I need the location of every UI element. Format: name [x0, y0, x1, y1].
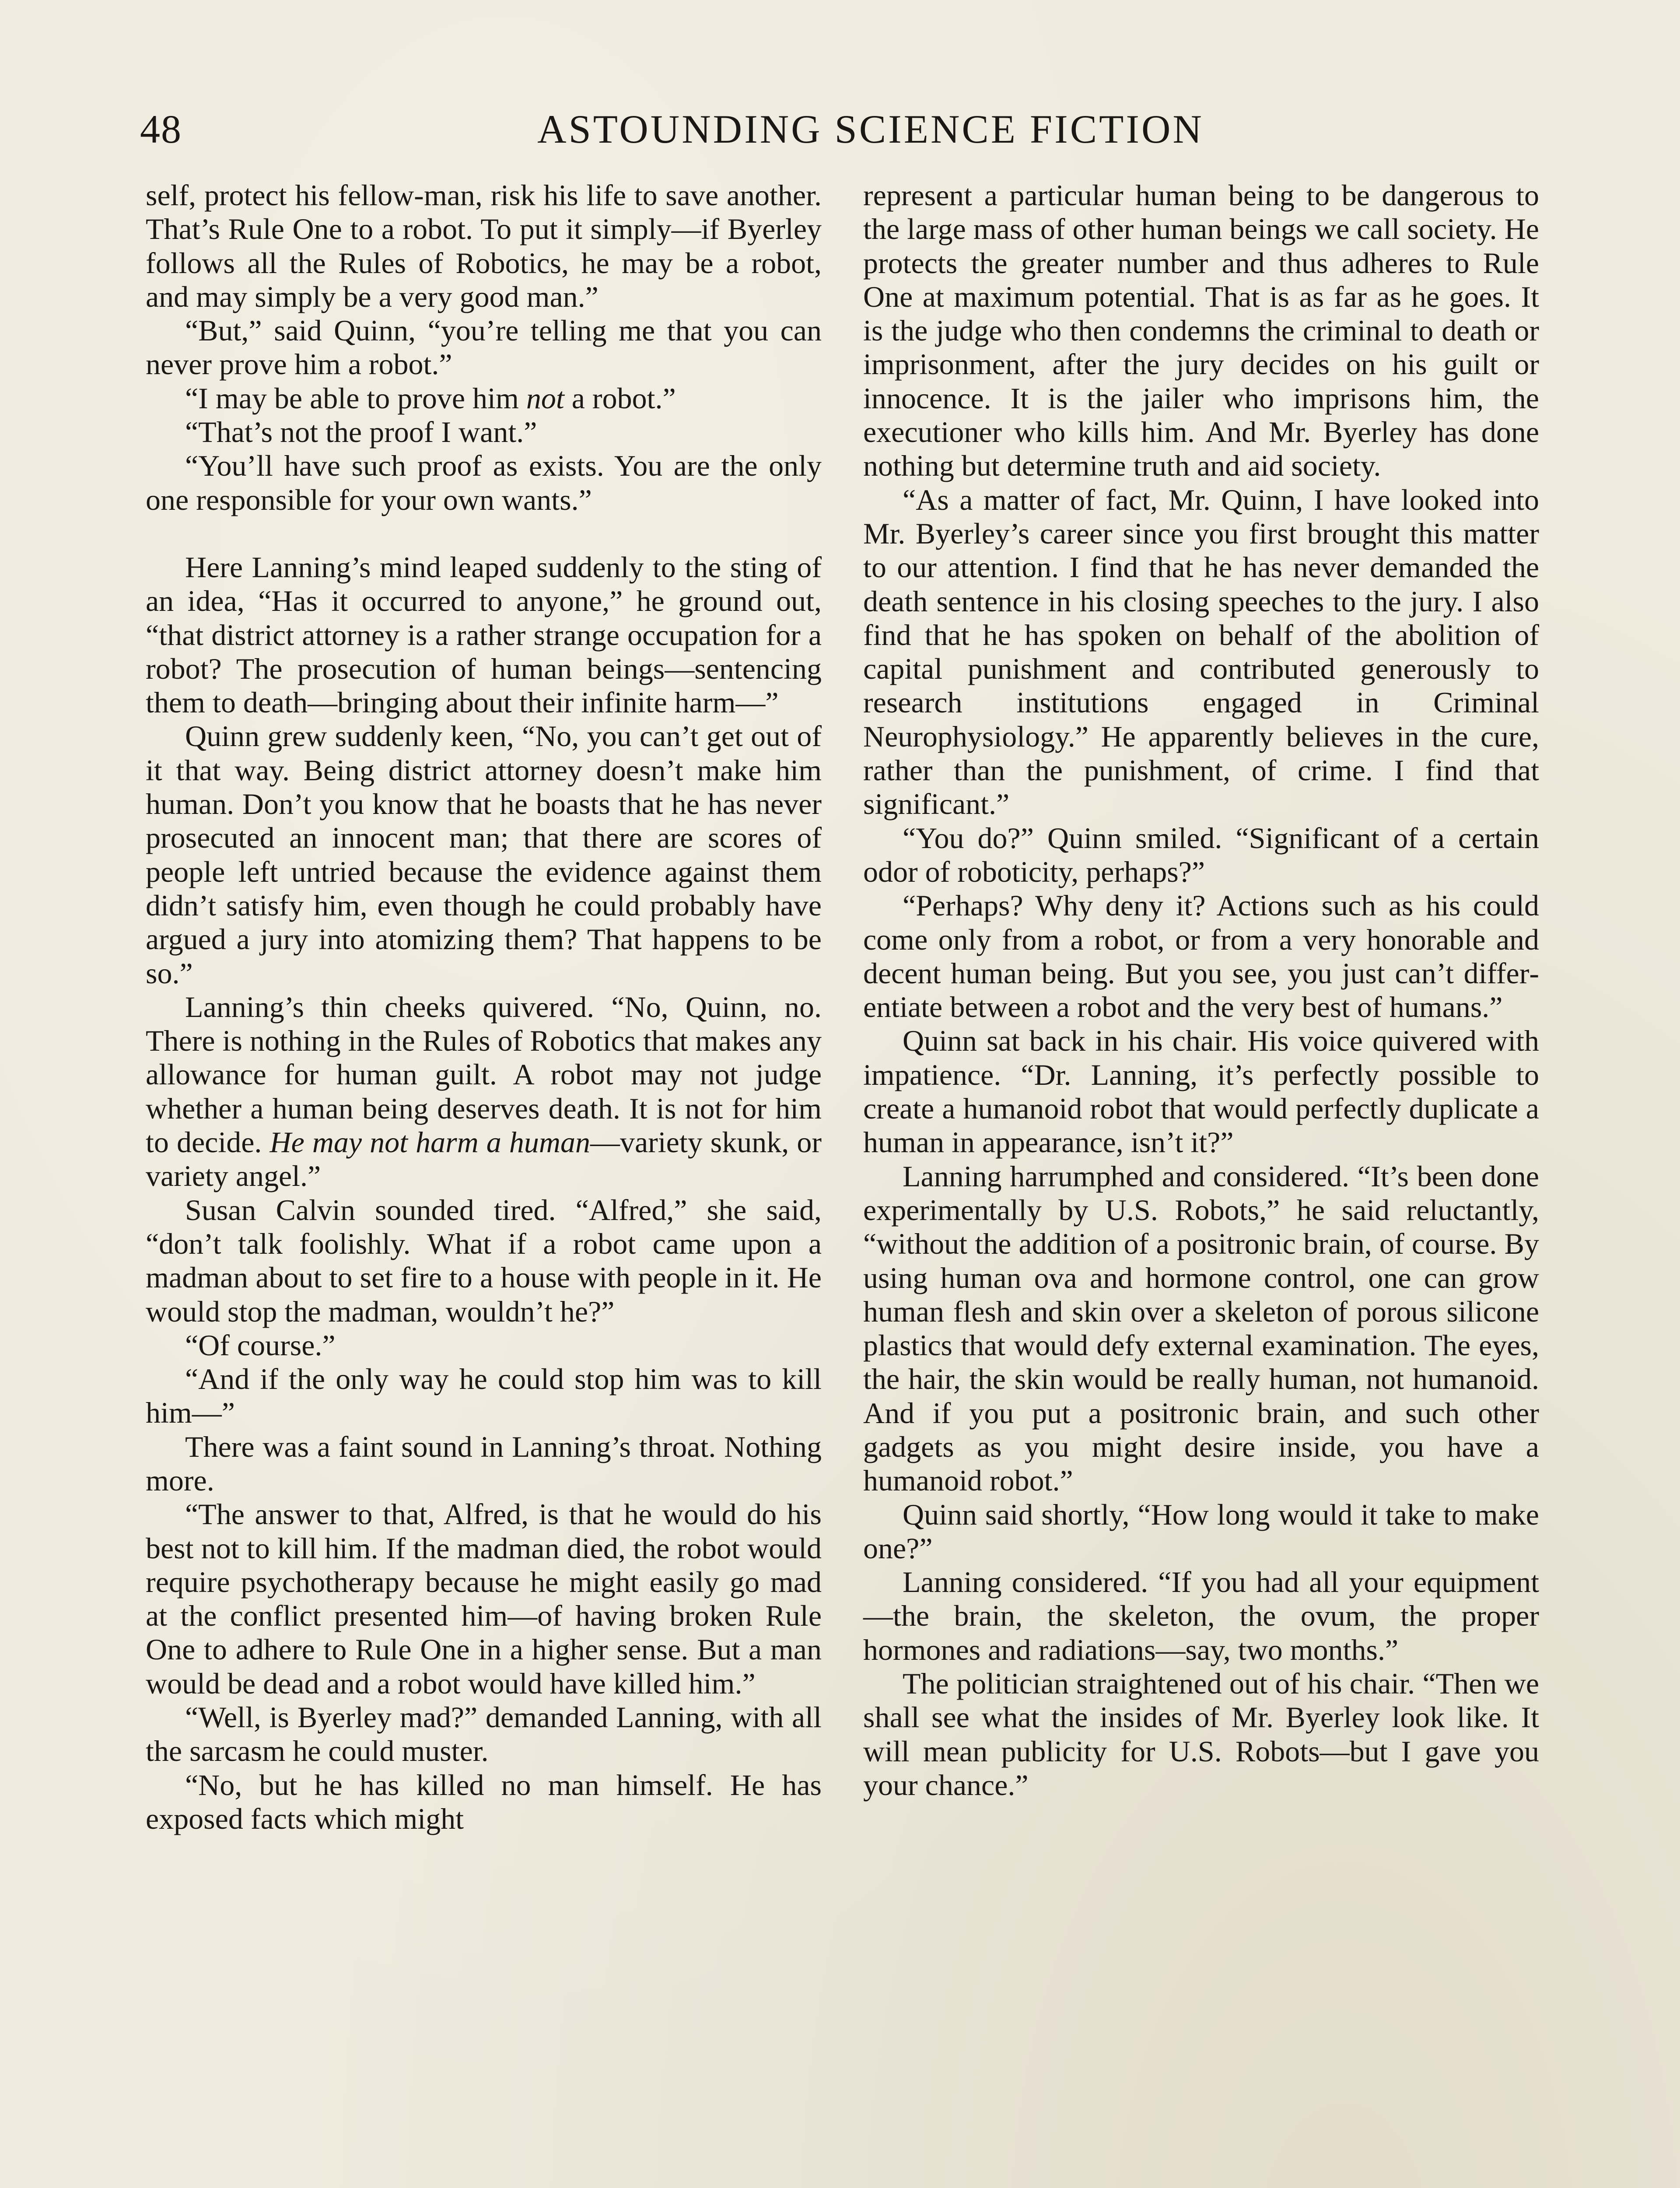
paragraph: “That’s not the proof I want.” [185, 415, 537, 449]
paragraph: The politician straightened out of his chair. “Then we shall see what the insides of Mr. Byerley look like. It will mean publicity for U.S. Robots—but I gave you your chance.” [863, 1667, 1539, 1802]
running-head [140, 98, 1540, 160]
paragraph: “But,” said Quinn, “you’re telling me that you can never prove him a robot.” [146, 314, 822, 381]
paragraph: represent a particular human being to be dangerous to the large mass of other human beings we call society. He protects the greater number and thus adheres to Rule One at maximum potential. That is as far as he goes. It is the judge who then condemns the criminal to death or imprisonment, after the jury decides on his guilt or innocence. It is the jailer who imprisons him, the executioner who kills him. And Mr. Byerley has done nothing but determine truth and aid society. [863, 179, 1539, 483]
text-run: a robot.” [564, 381, 676, 415]
text-run: Lanning’s thin cheeks quivered. “No, Quinn, no. There is nothing in the Rules of Robotics that makes any allowance for human guilt. A robot may not judge whether a human being deserves death. It is not for him to decide. [146, 990, 822, 1159]
page-number: 48 [140, 107, 182, 151]
paragraph: “Perhaps? Why deny it? Actions such as his could come only from a robot, or from a very honorable and decent human being. But you see, you just can’t differentiate between a robot and the very best of humans.” [863, 889, 1539, 1024]
paragraph: self, protect his fellow-man, risk his life to save another. That’s Rule One to a robot. To put it simply—if Byerley follows all the Rules of Robotics, he may be a robot, and may simply be a very good man.” [146, 179, 822, 313]
paragraph: Quinn grew suddenly keen, “No, you can’t get out of it that way. Being district attorney doesn’t make him human. Don’t you know that he boasts that he has never prosecuted an innocent man; that there are scores of people left untried because the evidence against them didn’t satisfy him, even though he could probably have argued a jury into atomizing them? That happens to be so.” [146, 719, 822, 990]
paragraph: “The answer to that, Alfred, is that he would do his best not to kill him. If the madman died, the robot would require psychotherapy because he might easily go mad at the conflict presented him—of having broken Rule One to adhere to Rule One in a higher sense. But a man would be dead and a robot would have killed him.” [146, 1497, 822, 1700]
paragraph [146, 382, 822, 415]
emphasis-text: not [526, 381, 564, 415]
paragraph: “And if the only way he could stop him was to kill him—” [146, 1362, 822, 1430]
paragraph: Susan Calvin sounded tired. “Alfred,” she said, “don’t talk foolishly. What if a robot came upon a madman about to set fire to a house with people in it. He would stop the madman, wouldn’t he?” [146, 1193, 822, 1328]
text-run: —variety skunk, or variety angel.” [146, 1126, 822, 1193]
text-run: “I may be able to prove him [185, 381, 526, 415]
paragraph [146, 990, 822, 1193]
paragraph: “No, but he has killed no man himself. He has exposed facts which might [146, 1768, 822, 1835]
right-column [863, 179, 1539, 1802]
paragraph: “Of course.” [185, 1328, 336, 1362]
paragraph: Lanning considered. “If you had all your equipment—the brain, the skeleton, the ovum, the proper hormones and radiations—say, two months.” [863, 1565, 1539, 1666]
paragraph: “As a matter of fact, Mr. Quinn, I have looked into Mr. Byerley’s career since you first brought this matter to our attention. I find that he has never demanded the death sentence in his closing speeches to the jury. I also find that he has spoken on behalf of the abolition of capital punishment and contributed generously to research institutions engaged in Criminal Neurophysiology.” He apparently believes in the cure, rather than the punishment, of crime. I find that significant.” [863, 483, 1539, 821]
paragraph: “You’ll have such proof as exists. You are the only one responsible for your own wants.” [146, 449, 822, 516]
paragraph: Lanning harrumphed and considered. “It’s been done experimentally by U.S. Robots,” he said reluctantly, “without the addition of a positronic brain, of course. By using human ova and hormone control, one can grow human flesh and skin over a skeleton of porous silicone plastics that would defy external examination. The eyes, the hair, the skin would be really human, not humanoid. And if you put a positronic brain, and such other gadgets as you might desire inside, you have a humanoid robot.” [863, 1159, 1539, 1497]
paragraph: There was a faint sound in Lanning’s throat. Nothing more. [146, 1430, 822, 1497]
magazine-title: ASTOUNDING SCIENCE FICTION [537, 107, 1204, 151]
paragraph: “Well, is Byerley mad?” demanded Lanning, with all the sarcasm he could muster. [146, 1701, 822, 1768]
left-column [146, 179, 822, 1836]
paragraph: “You do?” Quinn smiled. “Significant of a certain odor of roboticity, perhaps?” [863, 821, 1539, 888]
paragraph: Quinn said shortly, “How long would it take to make one?” [863, 1497, 1539, 1565]
paragraph: Here Lanning’s mind leaped suddenly to the sting of an idea, “Has it occurred to anyone,” he ground out, “that district attorney is a rather strange occupation for a robot? The prosecution of human beings—sentencing them to death—bringing about their infinite harm—” [146, 550, 822, 719]
paragraph: Quinn sat back in his chair. His voice quivered with impatience. “Dr. Lanning, it’s perfectly possible to create a humanoid robot that would perfectly duplicate a human in appearance, isn’t it?” [863, 1024, 1539, 1159]
emphasis-text: He may not harm a human [270, 1126, 590, 1159]
